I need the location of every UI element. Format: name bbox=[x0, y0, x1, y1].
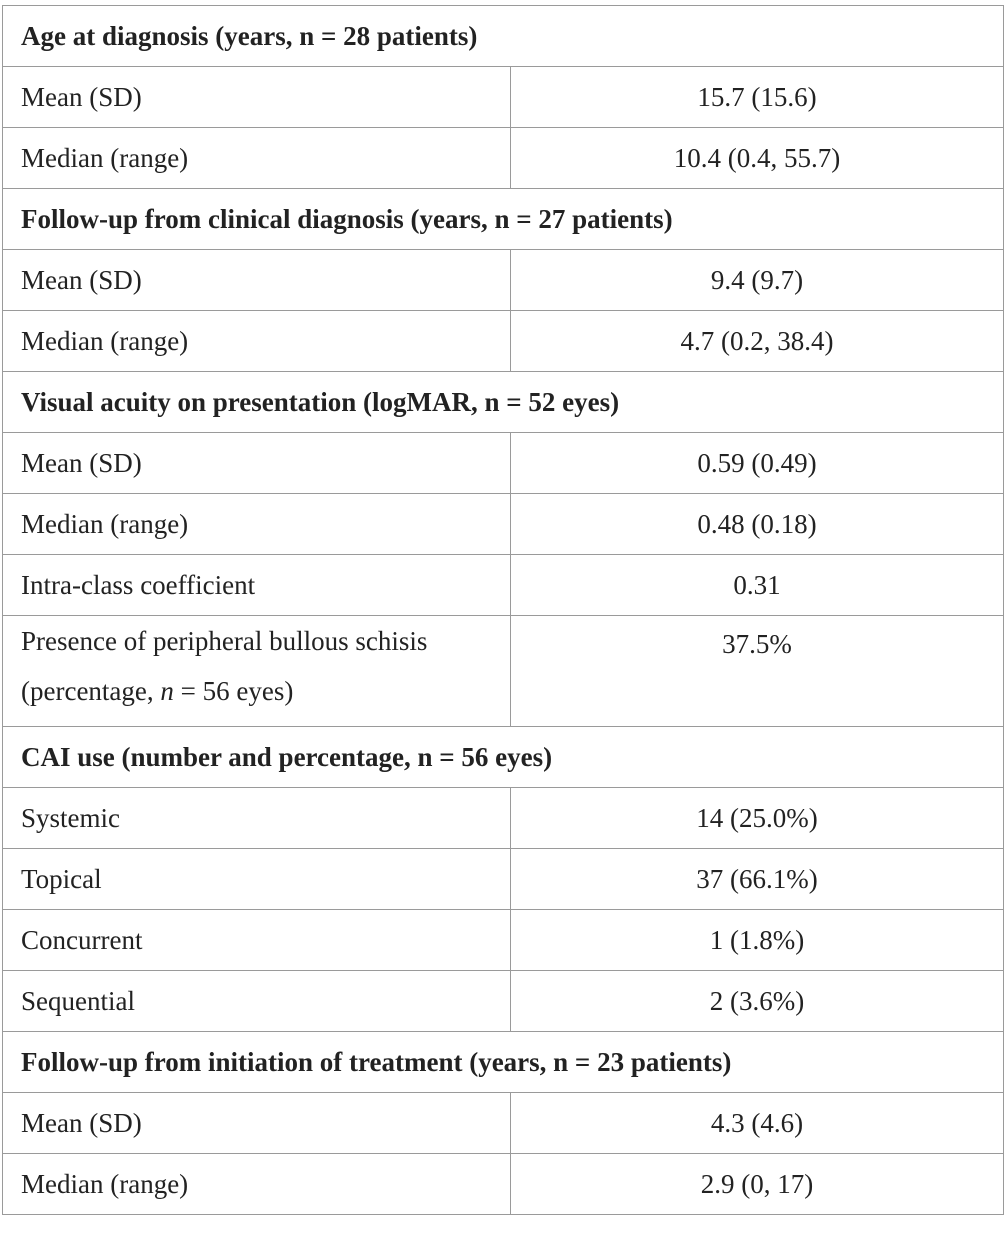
table-row bbox=[3, 128, 1004, 189]
row-label: Systemic bbox=[3, 788, 511, 849]
row-label: Mean (SD) bbox=[3, 250, 511, 311]
schisis-label-suffix: = 56 eyes) bbox=[173, 676, 294, 706]
row-label: Concurrent bbox=[3, 910, 511, 971]
row-value: 0.48 (0.18) bbox=[511, 494, 1004, 555]
row-value: 2 (3.6%) bbox=[511, 971, 1004, 1032]
row-label: Median (range) bbox=[3, 128, 511, 189]
table-row bbox=[3, 910, 1004, 971]
row-label: Mean (SD) bbox=[3, 433, 511, 494]
table-row bbox=[3, 849, 1004, 910]
table-row bbox=[3, 1154, 1004, 1215]
section-header-visual-acuity: Visual acuity on presentation (logMAR, n = 52 eyes) bbox=[3, 372, 1004, 433]
table-row bbox=[3, 67, 1004, 128]
section-header-row bbox=[3, 727, 1004, 788]
section-header-followup-diagnosis: Follow-up from clinical diagnosis (years, n = 27 patients) bbox=[3, 189, 1004, 250]
row-label: Sequential bbox=[3, 971, 511, 1032]
schisis-label-line1: Presence of peripheral bullous schisis bbox=[21, 626, 428, 656]
section-header-row bbox=[3, 6, 1004, 67]
table-row bbox=[3, 494, 1004, 555]
row-value: 1 (1.8%) bbox=[511, 910, 1004, 971]
section-header-cai-use: CAI use (number and percentage, n = 56 eyes) bbox=[3, 727, 1004, 788]
row-value: 10.4 (0.4, 55.7) bbox=[511, 128, 1004, 189]
schisis-label-n: n bbox=[160, 676, 174, 706]
row-value: 37.5% bbox=[511, 616, 1004, 727]
table-row bbox=[3, 433, 1004, 494]
row-label: Median (range) bbox=[3, 1154, 511, 1215]
row-label: Intra-class coefficient bbox=[3, 555, 511, 616]
row-value: 37 (66.1%) bbox=[511, 849, 1004, 910]
section-header-row bbox=[3, 372, 1004, 433]
table-row bbox=[3, 971, 1004, 1032]
table-row bbox=[3, 555, 1004, 616]
row-value: 15.7 (15.6) bbox=[511, 67, 1004, 128]
row-value: 9.4 (9.7) bbox=[511, 250, 1004, 311]
row-value: 14 (25.0%) bbox=[511, 788, 1004, 849]
table-row bbox=[3, 250, 1004, 311]
row-value: 2.9 (0, 17) bbox=[511, 1154, 1004, 1215]
schisis-label-prefix: (percentage, bbox=[21, 676, 161, 706]
table-row bbox=[3, 616, 1004, 727]
row-label: Mean (SD) bbox=[3, 1093, 511, 1154]
table-row bbox=[3, 1093, 1004, 1154]
row-value: 4.7 (0.2, 38.4) bbox=[511, 311, 1004, 372]
row-label: Topical bbox=[3, 849, 511, 910]
section-header-row bbox=[3, 1032, 1004, 1093]
characteristics-table bbox=[2, 5, 1004, 1215]
row-label: Median (range) bbox=[3, 311, 511, 372]
row-label: Median (range) bbox=[3, 494, 511, 555]
row-label bbox=[3, 616, 511, 727]
section-header-row bbox=[3, 189, 1004, 250]
row-value: 4.3 (4.6) bbox=[511, 1093, 1004, 1154]
table-row bbox=[3, 788, 1004, 849]
table-row bbox=[3, 311, 1004, 372]
section-header-age: Age at diagnosis (years, n = 28 patients) bbox=[3, 6, 1004, 67]
row-label: Mean (SD) bbox=[3, 67, 511, 128]
row-value: 0.59 (0.49) bbox=[511, 433, 1004, 494]
row-value: 0.31 bbox=[511, 555, 1004, 616]
section-header-followup-treatment: Follow-up from initiation of treatment (years, n = 23 patients) bbox=[3, 1032, 1004, 1093]
